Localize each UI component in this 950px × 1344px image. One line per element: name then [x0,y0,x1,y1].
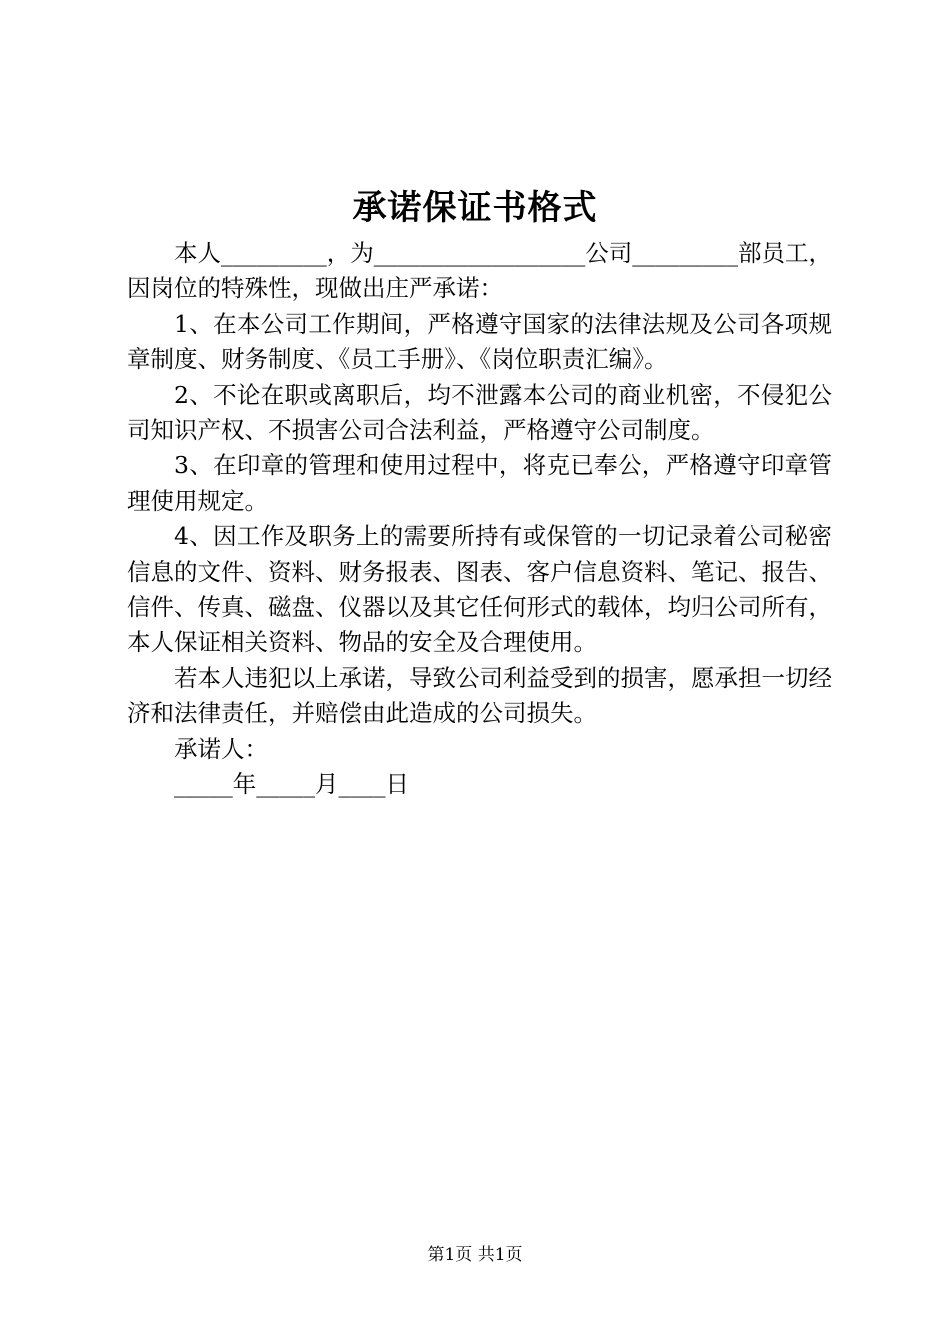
page-indicator: 第1页 共1页 [427,1245,523,1265]
document-body [127,236,832,803]
intro-paragraph: 本人_________，为__________________公司_________部员工，因岗位的特殊性，现做出庄严承诺： [127,239,832,303]
clause-2: 2、不论在职或离职后，均不泄露本公司的商业机密，不侵犯公司知识产权、不损害公司合法利益，严格遵守公司制度。 [127,380,832,445]
signer-label: 承诺人： [174,734,268,763]
clause-3: 3、在印章的管理和使用过程中，将克已奉公，严格遵守印章管理使用规定。 [127,451,832,515]
document-title: 承诺保证书格式 [352,188,598,228]
clause-4: 4、因工作及职务上的需要所持有或保管的一切记录着公司秘密信息的文件、资料、财务报表、图表、客户信息资料、笔记、报告、信件、传真、磁盘、仪器以及其它任何形式的载体，均归公司所有，本人保证相关资料、物品的安全及合理使用。 [127,522,832,657]
date-line: _____年_____月____日 [174,770,409,799]
clause-1: 1、在本公司工作期间，严格遵守国家的法律法规及公司各项规章制度、财务制度、《员工手册》、《岗位职责汇编》。 [127,309,832,374]
liability-paragraph: 若本人违犯以上承诺，导致公司利益受到的损害，愿承担一切经济和法律责任，并赔偿由此造成的公司损失。 [127,663,832,728]
